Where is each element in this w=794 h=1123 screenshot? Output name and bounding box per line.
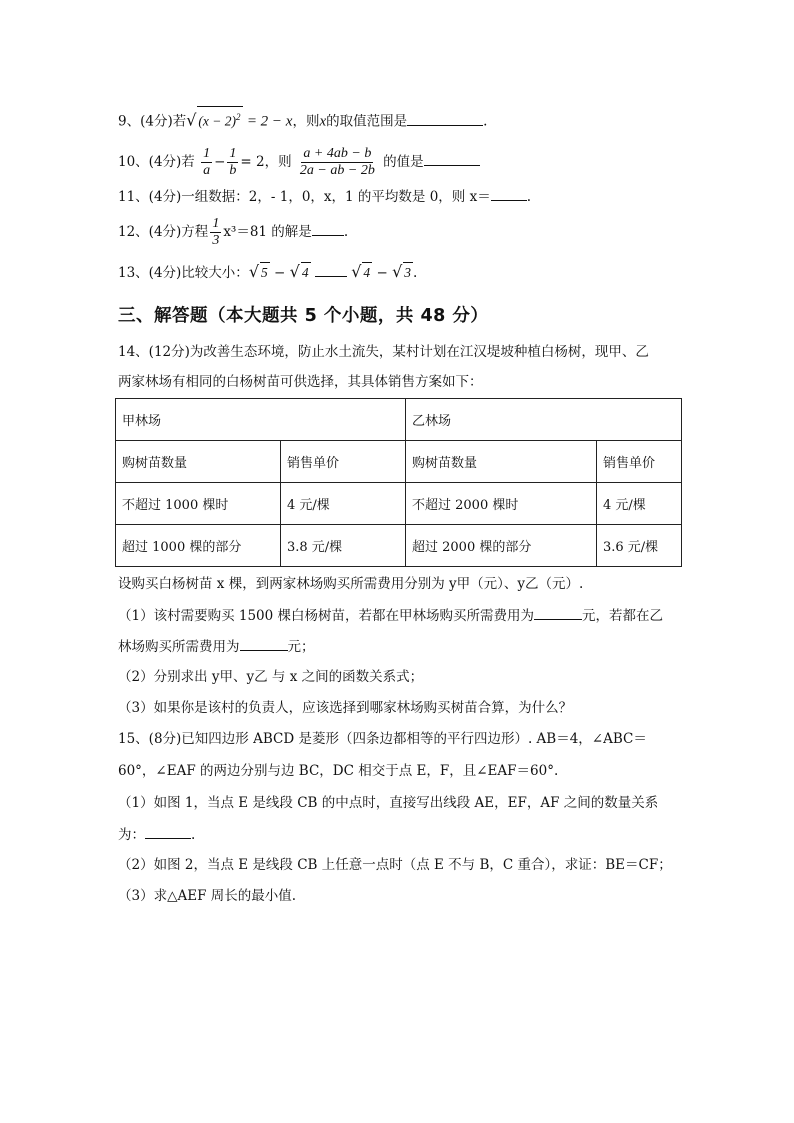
q14-p1-text: （1）该村需要购买 1500 棵白杨树苗，若都在甲林场购买所需费用为 — [118, 608, 535, 624]
q13-c: 4 — [362, 262, 372, 283]
q13-d: 3 — [403, 262, 413, 283]
table-row — [116, 399, 682, 441]
q9-tail: 的取值范围是 — [326, 113, 408, 130]
q9-answer-blank[interactable] — [407, 111, 483, 126]
table-cell: 不超过 2000 棵时 — [406, 483, 597, 525]
q14-setup: 设购买白杨树苗 x 棵，到两家林场购买所需费用分别为 y甲（元）、y乙（元）. — [118, 576, 584, 592]
q15-line-2: 60°，∠EAF 的两边分别与边 BC，DC 相交于点 E，F，且∠EAF＝60°. — [118, 763, 559, 779]
question-10: 10、(4分)若 $\frac{1}{a}$ − $\frac{1}{b}$ = 2，则 $\frac{a + 4ab - b}{2a - ab - 2b}$ 的值是 — [118, 142, 480, 182]
q10-eq: = 2，则 — [240, 154, 292, 170]
q11-answer-blank[interactable] — [491, 186, 527, 201]
q15-p1-end: . — [191, 827, 196, 843]
table-cell: 4 元/棵 — [281, 483, 406, 525]
q14-line-1: 14、(12分)为改善生态环境，防止水土流失，某村计划在江汉堤坡种植白杨树，现甲、乙 — [118, 344, 649, 360]
table-row — [116, 441, 682, 483]
q14-p1-blank-b[interactable] — [240, 636, 288, 651]
radical-icon: √ — [392, 262, 403, 281]
table-cell-farm-b: 乙林场 — [406, 399, 682, 441]
table-header-price-a: 销售单价 — [281, 441, 406, 483]
q12-end: . — [343, 224, 349, 240]
q12-prefix: 12、(4分)方程 — [118, 224, 209, 240]
q14-part-1 — [118, 605, 663, 626]
q14-part-1-cont — [118, 636, 315, 657]
q14-p1-mid: 元，若都在乙 — [582, 608, 664, 624]
q10-answer-blank[interactable] — [424, 151, 480, 166]
q10-f1-num: 1 — [203, 146, 211, 161]
q9-mid: ，则 — [292, 113, 320, 130]
table-cell: 超过 1000 棵的部分 — [116, 525, 281, 567]
table-cell: 不超过 1000 棵时 — [116, 483, 281, 525]
q10-f3-den: 2a − ab − 2b — [299, 163, 375, 178]
question-9 — [118, 106, 487, 132]
table-row — [116, 525, 682, 567]
table-header-price-b: 销售单价 — [597, 441, 682, 483]
section-title: 三、解答题（本大题共 5 个小题，共 48 分） — [118, 306, 489, 326]
q13-prefix: 13、(4分)比较大小： — [118, 265, 249, 281]
question-13: 13、(4分)比较大小：√ 5 − √ 4 √ 4 − √ 3 . — [118, 262, 418, 281]
q15-p1-line2: 为： — [118, 827, 145, 843]
q15-line-1: 15、(8分)已知四边形 ABCD 是菱形（四条边都相等的平行四边形）. AB＝4，∠ABC＝ — [118, 731, 647, 747]
q12-f-den: 3 — [212, 233, 220, 248]
q14-p1-blank-a[interactable] — [534, 605, 582, 620]
q10-f1-den: a — [203, 163, 211, 178]
q13-b: 4 — [301, 262, 311, 283]
q13-a: 5 — [260, 262, 270, 283]
q9-radicand-text: (x − 2) — [198, 113, 237, 129]
q15-part-1: （1）如图 1，当点 E 是线段 CB 的中点时，直接写出线段 AE，EF，AF 之间的数量关系 — [118, 795, 659, 811]
q10-prefix: 10、(4分)若 — [118, 154, 195, 170]
q14-p1-end: 元； — [287, 639, 315, 655]
q15-part-3: （3）求△AEF 周长的最小值. — [118, 888, 297, 904]
q11-text: 11、(4分)一组数据：2，- 1，0，x，1 的平均数是 0，则 x＝ — [118, 189, 491, 205]
q12-f-num: 1 — [212, 216, 220, 231]
radical-icon: √ — [248, 262, 260, 281]
q14-part-2: （2）分别求出 y甲、y乙 与 x 之间的函数关系式； — [118, 669, 424, 685]
table-cell-farm-a: 甲林场 — [116, 399, 406, 441]
table-header-qty-a: 购树苗数量 — [116, 441, 281, 483]
q10-f2-den: b — [229, 163, 237, 178]
q10-fraction-1 — [201, 146, 212, 179]
q10-tail: 的值是 — [383, 154, 424, 170]
q15-part-1-cont — [118, 824, 195, 845]
q15-p1-blank[interactable] — [145, 824, 191, 839]
q10-f2-num: 1 — [229, 146, 237, 161]
q12-fraction — [210, 216, 221, 249]
q9-radicand: $(x - 2)^2$ — [197, 106, 242, 132]
question-11 — [118, 186, 531, 207]
table-cell: 4 元/棵 — [597, 483, 682, 525]
q10-fraction-2 — [227, 146, 238, 179]
q14-part-3: （3）如果你是该村的负责人，应该选择到哪家林场购买树苗合算，为什么？ — [118, 700, 573, 716]
q9-prefix: 9、(4分)若 — [118, 113, 187, 130]
q9-rhs: = 2 − x — [246, 113, 293, 130]
q12-expr: x³＝81 的解是 — [223, 224, 312, 240]
q14-p1-line2: 林场购买所需费用为 — [118, 639, 240, 655]
q14-line-2: 两家林场有相同的白杨树苗可供选择，其具体销售方案如下： — [118, 374, 483, 390]
radical-icon: √ — [289, 262, 300, 281]
question-12 — [118, 214, 348, 250]
q15-part-2: （2）如图 2，当点 E 是线段 CB 上任意一点时（点 E 不与 B，C 重合），求证：BE＝CF； — [118, 857, 672, 873]
q12-answer-blank[interactable] — [312, 221, 344, 236]
q10-f3-num: a + 4ab − b — [303, 146, 372, 161]
q13-answer-blank[interactable] — [315, 262, 347, 277]
q9-var: x — [319, 113, 327, 130]
q10-fraction-3 — [298, 146, 377, 179]
q11-end: . — [526, 189, 531, 205]
table-cell: 3.8 元/棵 — [281, 525, 406, 567]
table-row — [116, 483, 682, 525]
table-cell: 3.6 元/棵 — [597, 525, 682, 567]
q9-end: . — [483, 113, 488, 130]
radical-icon: √ — [351, 262, 362, 281]
table-header-qty-b: 购树苗数量 — [406, 441, 597, 483]
radical-icon: √ — [186, 110, 197, 130]
q13-end: . — [413, 265, 418, 281]
table-cell: 超过 2000 棵的部分 — [406, 525, 597, 567]
seedling-price-table — [115, 398, 682, 567]
